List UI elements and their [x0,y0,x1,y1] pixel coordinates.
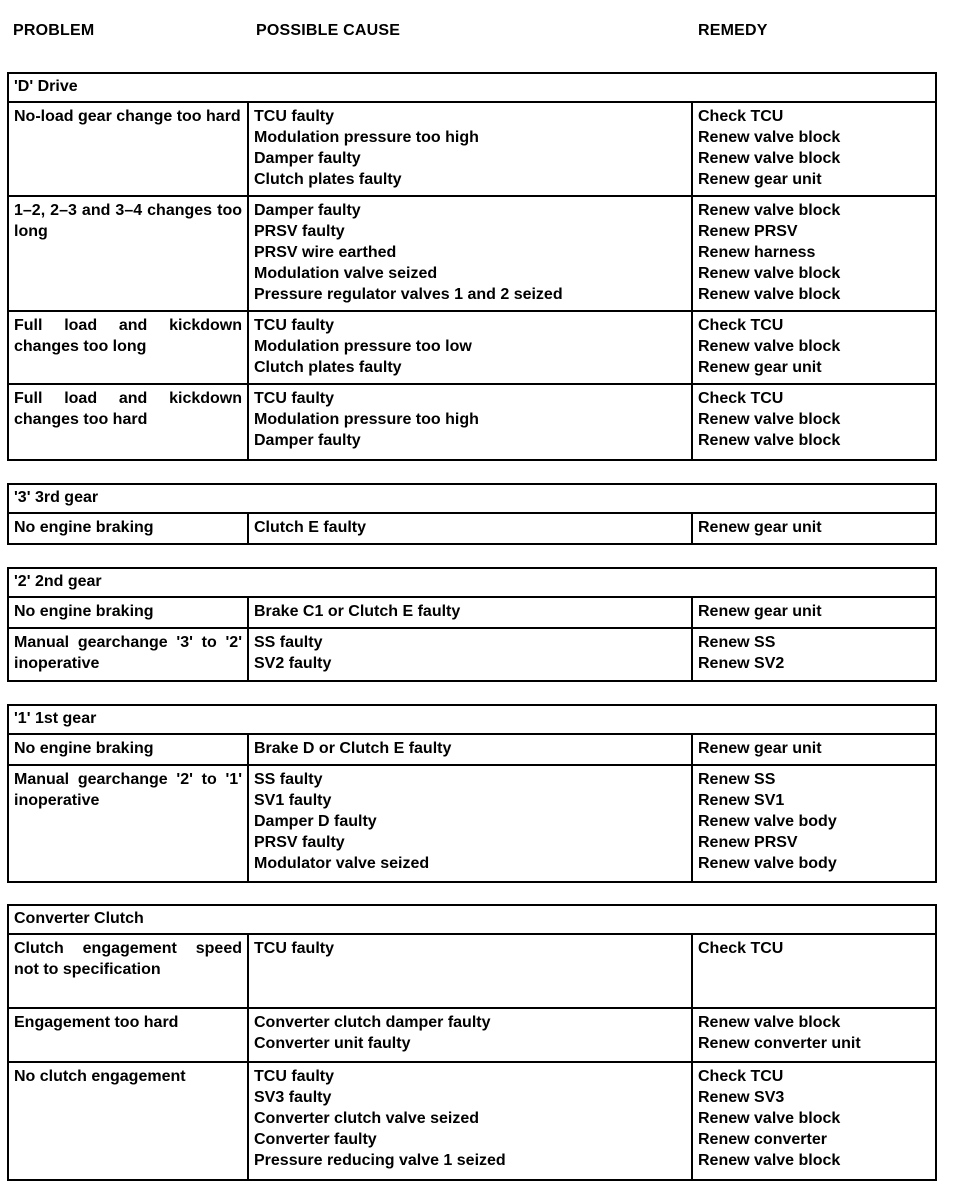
cause-cell: TCU faulty SV3 faulty Converter clutch valve seized Converter faulty Pressure reducing valve 1 seized [249,1063,693,1179]
table-row [9,629,935,680]
header-problem: PROBLEM [13,22,95,39]
section-2nd-gear [7,567,937,682]
cause-cell: Brake C1 or Clutch E faulty [249,598,693,627]
header-possible-cause: POSSIBLE CAUSE [256,22,401,39]
problem-cell: Full load and kickdown changes too long [9,312,249,383]
column-header-row [0,22,960,44]
table-row [9,514,935,543]
remedy-cell: Renew gear unit [698,603,822,620]
cause-cell: TCU faulty Modulation pressure too high Damper faulty [249,385,693,459]
problem-cell: 1–2, 2–3 and 3–4 changes too long [9,197,249,310]
problem-cell: Manual gearchange '3' to '2' inoperative [9,629,249,680]
table-row [9,1009,935,1063]
remedy-cell: Check TCU [698,940,784,957]
section-1st-gear [7,704,937,883]
section-converter-clutch [7,904,937,1181]
remedy-cell: Check TCU Renew valve block Renew gear unit [698,317,841,376]
remedy-cell: Check TCU Renew valve block Renew valve block [698,390,841,449]
section-title: '1' 1st gear [9,706,935,735]
problem-cell: Full load and kickdown changes too hard [9,385,249,459]
table-row [9,197,935,312]
cause-cell: SS faulty SV2 faulty [249,629,693,680]
table-row [9,735,935,766]
problem-cell: Engagement too hard [9,1009,249,1061]
section-3rd-gear [7,483,937,545]
table-row [9,103,935,197]
problem-cell: No-load gear change too hard [9,103,249,195]
remedy-cell: Renew valve block Renew PRSV Renew harness Renew valve block Renew valve block [698,202,841,303]
problem-cell: No engine braking [9,514,249,543]
cause-cell: TCU faulty Modulation pressure too low Clutch plates faulty [249,312,693,383]
remedy-cell: Check TCU Renew valve block Renew valve block Renew gear unit [698,108,841,188]
remedy-cell: Renew SS Renew SV1 Renew valve body Renew PRSV Renew valve body [698,771,837,872]
section-title: 'D' Drive [9,74,935,103]
problem-cell: Manual gearchange '2' to '1' inoperative [9,766,249,881]
cause-cell: Brake D or Clutch E faulty [249,735,693,764]
table-row [9,1063,935,1179]
cause-cell: Converter clutch damper faulty Converter unit faulty [249,1009,693,1061]
table-row [9,935,935,1009]
table-row [9,312,935,385]
remedy-cell: Renew gear unit [698,519,822,536]
table-row [9,598,935,629]
remedy-cell: Check TCU Renew SV3 Renew valve block Renew converter Renew valve block [698,1068,841,1169]
remedy-cell: Renew gear unit [698,740,822,757]
remedy-cell: Renew SS Renew SV2 [698,634,785,672]
cause-cell: TCU faulty [249,935,693,1007]
table-row [9,766,935,881]
section-title: Converter Clutch [9,906,935,935]
cause-cell: TCU faulty Modulation pressure too high Damper faulty Clutch plates faulty [249,103,693,195]
remedy-cell: Renew valve block Renew converter unit [698,1014,861,1052]
problem-cell: No clutch engagement [9,1063,249,1179]
section-d-drive [7,72,937,461]
cause-cell: Clutch E faulty [249,514,693,543]
header-remedy: REMEDY [698,22,768,39]
cause-cell: SS faulty SV1 faulty Damper D faulty PRSV faulty Modulator valve seized [249,766,693,881]
problem-cell: Clutch engagement speed not to specification [9,935,249,1007]
table-row [9,385,935,459]
section-title: '3' 3rd gear [9,485,935,514]
cause-cell: Damper faulty PRSV faulty PRSV wire earthed Modulation valve seized Pressure regulator valves 1 and 2 seized [249,197,693,310]
section-title: '2' 2nd gear [9,569,935,598]
problem-cell: No engine braking [9,598,249,627]
problem-cell: No engine braking [9,735,249,764]
